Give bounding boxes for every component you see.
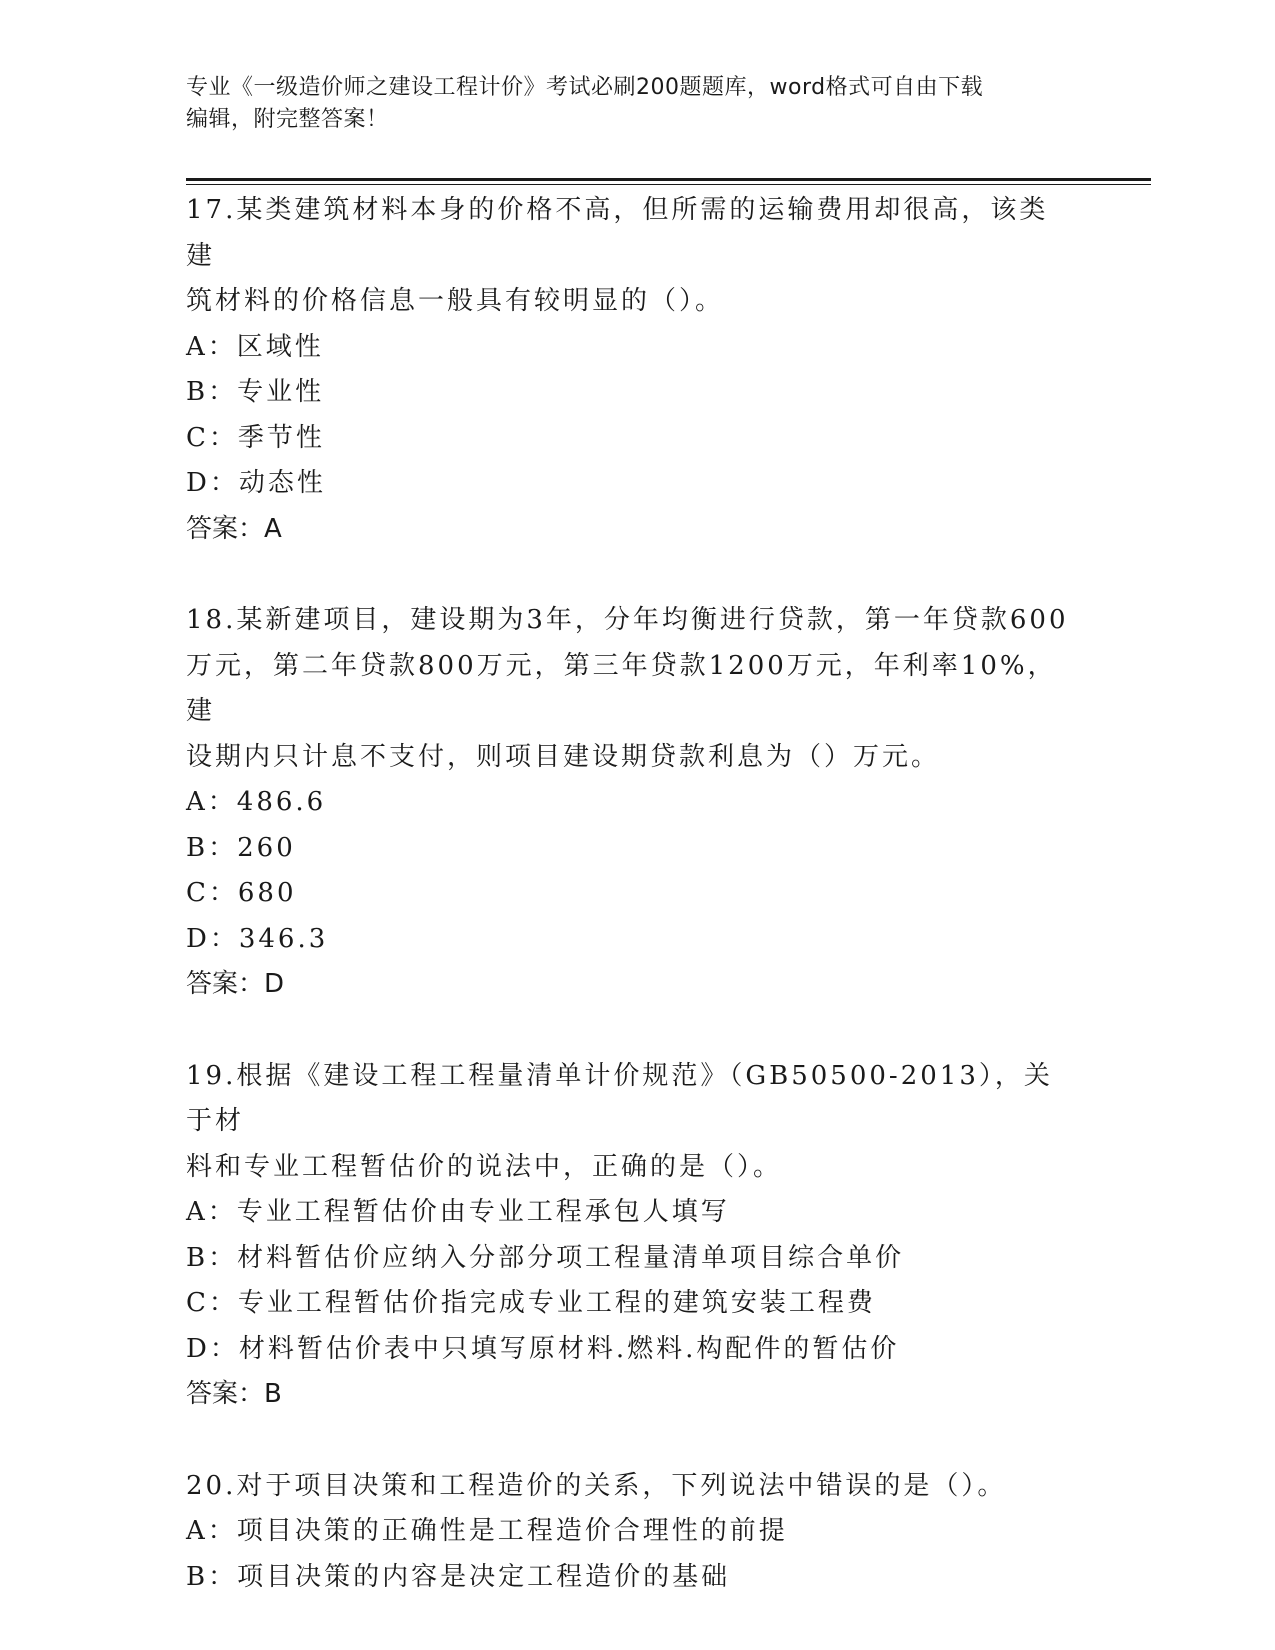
question-stem-line: 料和专业工程暂估价的说法中，正确的是（）。 [186,1151,783,1182]
option-a: A：486.6 [186,787,327,817]
question-19 [186,1054,1076,1418]
question-stem-line: 万元，第二年贷款800万元，第三年贷款1200万元，年利率10%，建 [186,650,1057,726]
option-d: D：材料暂估价表中只填写原材料.燃料.构配件的暂估价 [186,1333,900,1364]
answer-label: 答案：B [186,1379,282,1409]
header-divider-thick [186,178,1151,181]
question-20 [186,1464,1076,1601]
option-d: D：346.3 [186,923,329,954]
option-b: B：260 [186,832,296,863]
question-stem-line: 20.对于项目决策和工程造价的关系，下列说法中错误的是（）。 [186,1470,1007,1501]
header-divider-thin [186,184,1151,185]
option-d: D：动态性 [186,468,326,498]
question-stem-line: 17.某类建筑材料本身的价格不高，但所需的运输费用却很高，该类建 [186,195,1049,271]
question-stem-line: 18.某新建项目，建设期为3年，分年均衡进行贷款，第一年贷款600 [186,605,1069,635]
option-a: A：项目决策的正确性是工程造价合理性的前提 [186,1516,788,1546]
question-17 [186,188,1076,552]
question-stem-line: 筑材料的价格信息一般具有较明显的（）。 [186,286,725,316]
option-c: C：专业工程暂估价指完成专业工程的建筑安装工程费 [186,1288,876,1318]
option-b: B：项目决策的内容是决定工程造价的基础 [186,1561,731,1592]
option-b: B：专业性 [186,377,325,407]
question-list [186,188,1076,1600]
question-stem-line: 设期内只计息不支付，则项目建设期贷款利息为（）万元。 [186,741,941,772]
answer-label: 答案：A [186,513,282,544]
option-c: C：680 [186,878,297,908]
question-spacer [186,1008,1076,1054]
option-b: B：材料暂估价应纳入分部分项工程量清单项目综合单价 [186,1242,905,1273]
answer-label: 答案：D [186,969,285,999]
question-spacer [186,552,1076,598]
question-stem-line: 19.根据《建设工程工程量清单计价规范》（GB50500-2013），关于材 [186,1060,1053,1136]
question-spacer [186,1418,1076,1464]
option-a: A：区域性 [186,331,324,362]
header-line-1: 专业《一级造价师之建设工程计价》考试必刷200题题库，word格式可自由下载 [186,75,984,100]
document-header [186,72,1066,136]
option-a: A：专业工程暂估价由专业工程承包人填写 [186,1197,730,1227]
header-line-2: 编辑，附完整答案！ [186,107,389,132]
question-18 [186,598,1076,1008]
option-c: C：季节性 [186,422,325,453]
